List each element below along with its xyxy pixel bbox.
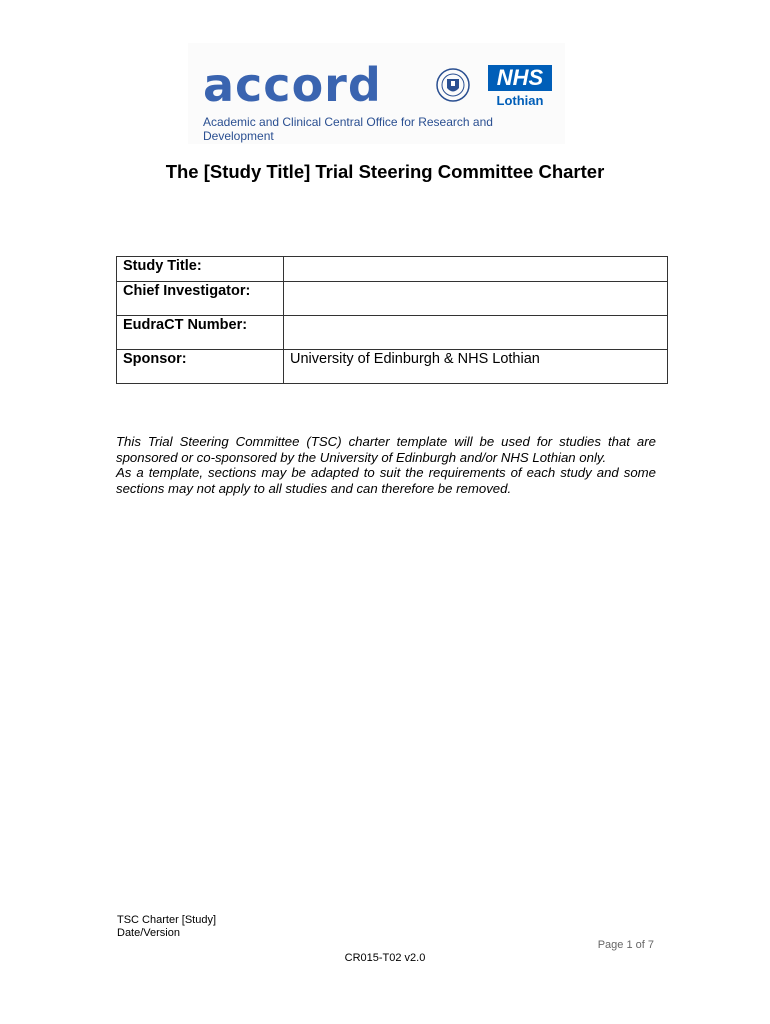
- study-title-label: Study Title:: [117, 257, 284, 282]
- table-row: [117, 257, 668, 282]
- eudract-number-label: EudraCT Number:: [117, 316, 284, 350]
- page-number: Page 1 of 7: [597, 939, 654, 951]
- table-row: [117, 316, 668, 350]
- study-title-value: [284, 257, 668, 282]
- accord-tagline: Academic and Clinical Central Office for Research and Development: [203, 115, 493, 143]
- template-instructions: [116, 434, 656, 496]
- sponsor-label: Sponsor:: [117, 350, 284, 384]
- footer-charter-label: TSC Charter [Study]: [117, 914, 217, 926]
- eudract-number-value: [284, 316, 668, 350]
- document-code: CR015-T02 v2.0: [344, 952, 426, 964]
- chief-investigator-label: Chief Investigator:: [117, 282, 284, 316]
- nhs-logo: NHS: [488, 65, 552, 91]
- footer-date-version: Date/Version: [117, 926, 180, 939]
- footer-study-info: [117, 914, 216, 939]
- header-logo-banner: [188, 43, 565, 144]
- study-details-table: [116, 256, 668, 384]
- instructions-paragraph-1: This Trial Steering Committee (TSC) charter template will be used for studies that are sponsored or co-sponsored by the University of Edinburgh and/or NHS Lothian only.: [116, 434, 656, 465]
- chief-investigator-value: [284, 282, 668, 316]
- table-row: [117, 282, 668, 316]
- sponsor-value: University of Edinburgh & NHS Lothian: [284, 350, 668, 384]
- university-crest-icon: [436, 65, 470, 105]
- nhs-region-label: Lothian: [496, 93, 544, 108]
- table-row: [117, 350, 668, 384]
- document-title: The [Study Title] Trial Steering Committee Charter: [165, 161, 605, 182]
- instructions-paragraph-2: As a template, sections may be adapted to suit the requirements of each study and some sections may not apply to all studies and can therefore be removed.: [116, 465, 656, 496]
- accord-logo: accord: [203, 58, 382, 112]
